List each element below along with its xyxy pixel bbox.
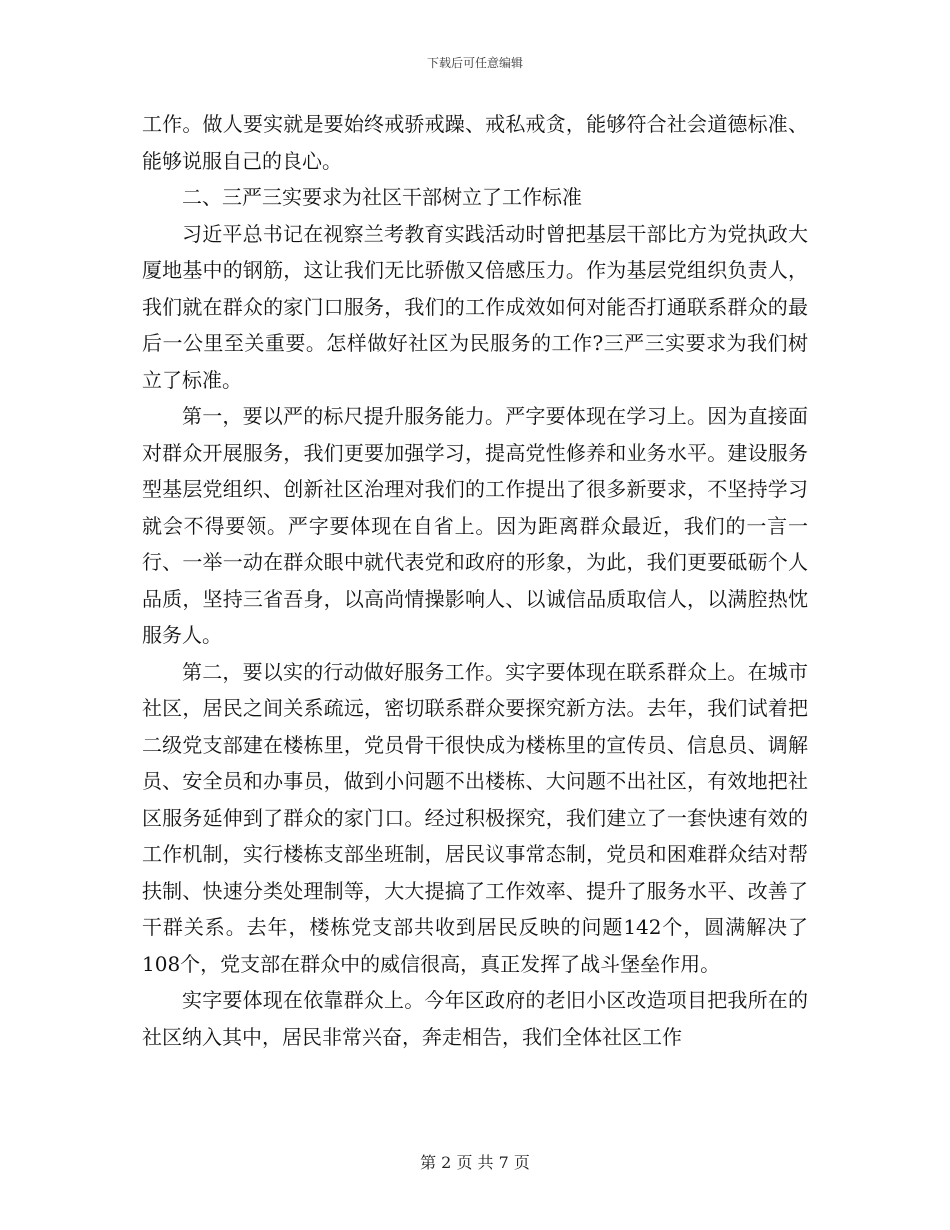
paragraph: 习近平总书记在视察兰考教育实践活动时曾把基层干部比方为党执政大厦地基中的钢筋，这让我们无比骄傲又倍感压力。作为基层党组织负责人，我们就在群众的家门口服务，我们的工作成效如何对能否打通联系群众的最后一公里至关重要。怎样做好社区为民服务的工作?三严三实要求为我们树立了标准。	[142, 221, 808, 392]
paragraph: 实字要体现在依靠群众上。今年区政府的老旧小区改造项目把我所在的社区纳入其中，居民非常兴奋，奔走相告，我们全体社区工作	[142, 988, 808, 1049]
section-heading: 二、三严三实要求为社区干部树立了工作标准	[182, 185, 582, 209]
paragraph: 第一，要以严的标尺提升服务能力。严字要体现在学习上。因为直接面对群众开展服务，我们更要加强学习，提高党性修养和业务水平。建设服务型基层党组织、创新社区治理对我们的工作提出了很多新要求，不坚持学习就会不得要领。严字要体现在自省上。因为距离群众最近，我们的一言一行、一举一动在群众眼中就代表党和政府的形象，为此，我们更要砥砺个人品质，坚持三省吾身，以高尚情操影响人、以诚信品质取信人，以满腔热忱服务人。	[142, 404, 808, 647]
paragraph: 第二，要以实的行动做好服务工作。实字要体现在联系群众上。在城市社区，居民之间关系疏远，密切联系群众要探究新方法。去年，我们试着把二级党支部建在楼栋里，党员骨干很快成为楼栋里的宣传员、信息员、调解员、安全员和办事员，做到小问题不出楼栋、大问题不出社区，有效地把社区服务延伸到了群众的家门口。经过积极探究，我们建立了一套快速有效的工作机制，实行楼栋支部坐班制，居民议事常态制，党员和困难群众结对帮扶制、快速分类处理制等，大大提搞了工作效率、提升了服务水平、改善了干群关系。去年，楼栋党支部共收到居民反映的问题142个，圆满解决了108个，党支部在群众中的威信很高，真正发挥了战斗堡垒作用。	[142, 659, 808, 976]
paragraph-continuation: 工作。做人要实就是要始终戒骄戒躁、戒私戒贪，能够符合社会道德标准、能够说服自己的良心。	[142, 112, 808, 173]
page-header-note: 下载后可任意编辑	[426, 56, 523, 70]
document-body	[142, 106, 808, 1055]
page-number-footer: 第 2 页 共 7 页	[420, 1153, 530, 1172]
